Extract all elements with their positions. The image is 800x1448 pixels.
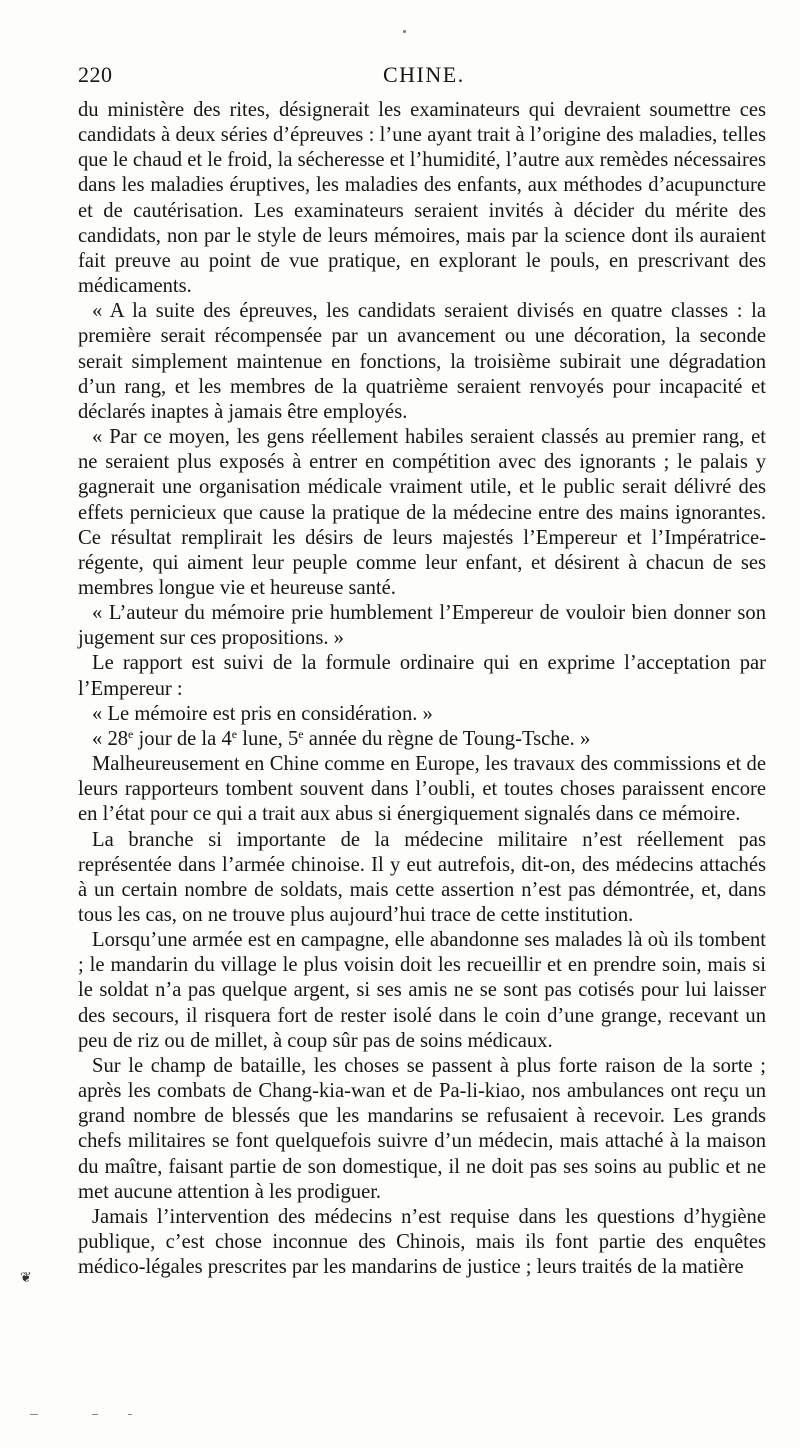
date-text: année du règne de Toung-Tsche. » [303, 727, 591, 750]
scan-speck [403, 30, 406, 33]
paragraph: Le rapport est suivi de la formule ordinaire qui en exprime l’acceptation par l’Empereur : [78, 652, 766, 700]
scan-dash [128, 1414, 132, 1415]
page-number: 220 [78, 62, 113, 87]
paragraph: Jamais l’intervention des médecins n’est requise dans les questions d’hygiène publique, c’est chose inconnue des Chinois, mais ils font partie des enquêtes médico-légales prescrites par les mandarins de justice ; leurs traités de la matière [78, 1205, 766, 1279]
paragraph: « A la suite des épreuves, les candidats seraient divisés en quatre classes : la première serait récompensée par un avancement ou une décoration, la seconde serait simplement maintenue en fonctions, la troisième subirait une dégradation d’un rang, et les membres de la quatrième seraient renvoyés pour incapacité et déclarés inaptes à jamais être employés. [78, 300, 766, 423]
body-text [78, 98, 766, 1280]
date-text: lune, 5 [237, 727, 299, 750]
ordinal-suffix: e [128, 726, 134, 741]
paragraph: « Le mémoire est pris en considération. » [92, 702, 433, 725]
running-title: CHINE. [383, 62, 465, 87]
paragraph: Lorsqu’une armée est en campagne, elle abandonne ses malades là où ils tombent ; le mandarin du village le plus voisin doit les recueillir et en prendre soin, mais si le soldat n’a pas quelque argent, si ses amis ne se sont pas cotisés pour lui laisser des secours, il risquera fort de rester isolé dans le coin d’une grange, recevant un peu de riz ou de millet, à coup sûr pas de soins médicaux. [78, 929, 766, 1052]
scan-dash [92, 1414, 98, 1415]
margin-mark: ❦ [20, 1270, 32, 1286]
paragraph: du ministère des rites, désignerait les examinateurs qui devraient soumettre ces candidats à deux séries d’épreuves : l’une ayant trait à l’origine des maladies, telles que le chaud et le froid, la sécheresse et l’humidité, l’autre aux remèdes nécessaires dans les maladies éruptives, les maladies des enfants, aux méthodes d’acupuncture et de cautérisation. Les examinateurs seraient invités à décider du mérite des candidats, non par le style de leurs mémoires, mais par la science dont ils auraient fait preuve au point de vue pratique, en explorant le pouls, en prescrivant des médicaments. [78, 99, 766, 298]
paragraph: « Par ce moyen, les gens réellement habiles seraient classés au premier rang, et ne seraient plus exposés à entrer en compétition avec des ignorants ; le palais y gagnerait une organisation médicale vraiment utile, et le public serait délivré des effets pernicieux que cause la pratique de la médecine entre des mains ignorantes. Ce résultat remplirait les désirs de leurs majestés l’Empereur et l’Impératrice-régente, qui aiment leur peuple comme leur enfant, et désirent à chacun de ses membres longue vie et heureuse santé. [78, 426, 766, 599]
paragraph: La branche si importante de la médecine militaire n’est réellement pas représentée dans l’armée chinoise. Il y eut autrefois, dit-on, des médecins attachés à un certain nombre de soldats, mais cette assertion n’est pas démontrée, et, dans tous les cas, on ne trouve plus aujourd’hui trace de cette institution. [78, 828, 766, 926]
date-text: jour de la 4 [133, 727, 232, 750]
dated-paragraph [78, 727, 766, 752]
paragraph: « L’auteur du mémoire prie humblement l’Empereur de vouloir bien donner son jugement sur ces propositions. » [78, 602, 766, 650]
date-text: « 28 [92, 727, 129, 750]
scan-dash [30, 1414, 38, 1415]
ordinal-suffix: e [298, 726, 304, 741]
ordinal-suffix: e [231, 726, 238, 741]
running-header [78, 62, 762, 90]
paragraph: Malheureusement en Chine comme en Europe, les travaux des commissions et de leurs rapporteurs tombent souvent dans l’oubli, et toutes choses paraissent encore en l’état pour ce qui a trait aux abus si énergiquement signalés dans ce mémoire. [78, 753, 766, 826]
paragraph: Sur le champ de bataille, les choses se passent à plus forte raison de la sorte ; après les combats de Chang-kia-wan et de Pa-li-kiao, nos ambulances ont reçu un grand nombre de blessés que les mandarins se refusaient à recevoir. Les grands chefs militaires se font quelquefois suivre d’un médecin, mais attaché à la maison du maître, faisant partie de son domestique, il ne doit pas ses soins au public et ne met aucune attention à les prodiguer. [78, 1054, 766, 1203]
